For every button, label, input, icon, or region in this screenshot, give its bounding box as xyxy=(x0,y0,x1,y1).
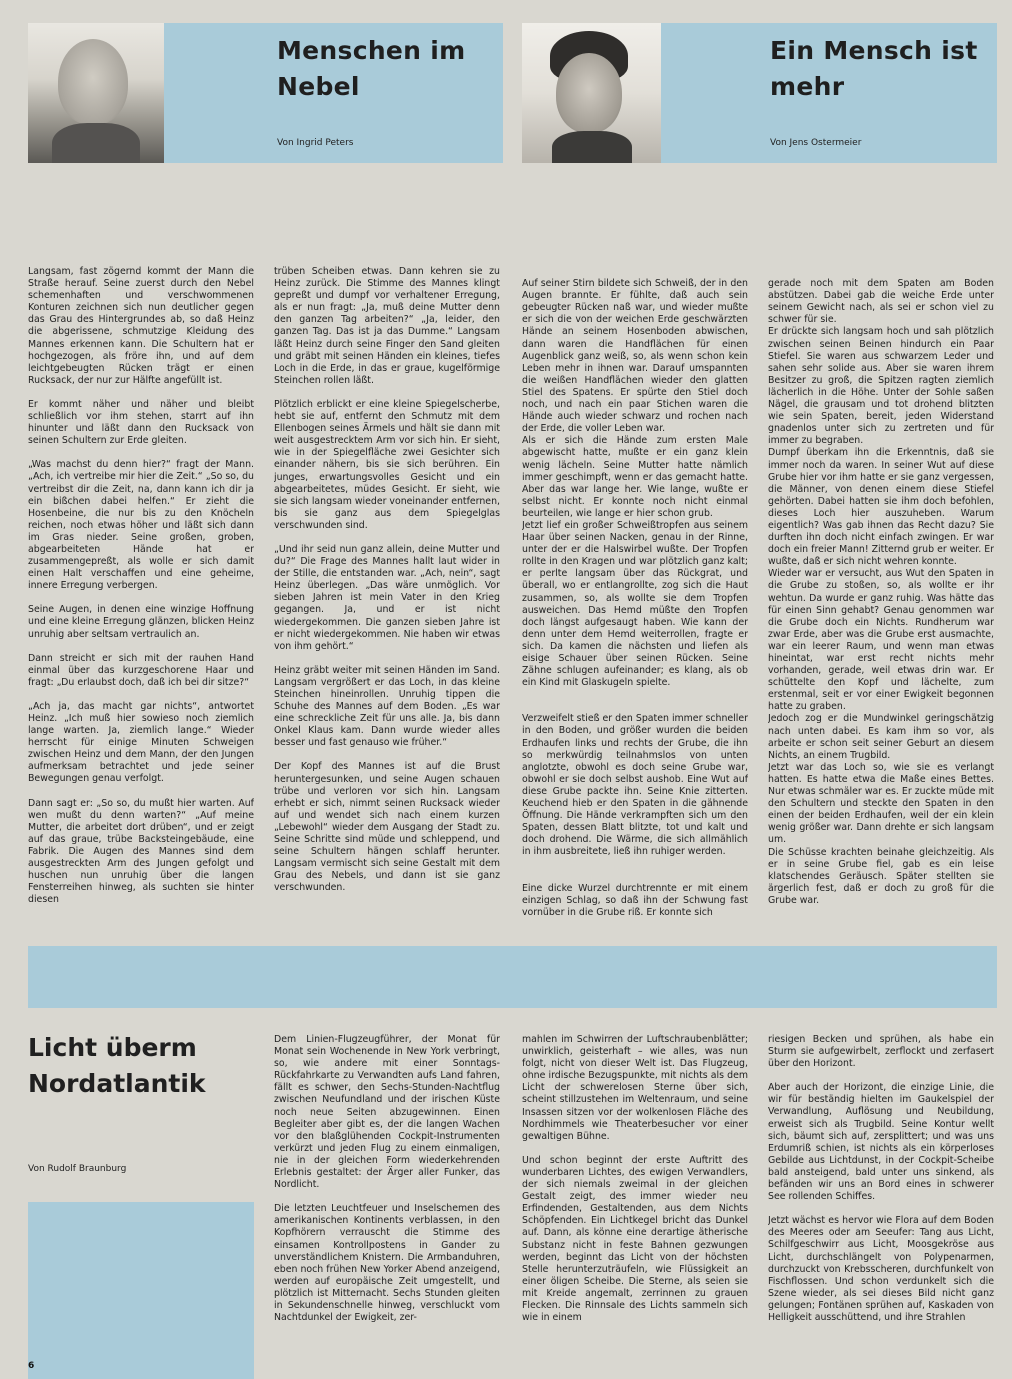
paragraph: Auf seiner Stirn bildete sich Schweiß, der in den Augen brannte. Er fühlte, daß auch sein gebeugter Rücken naß war, und wieder mußte er sich die von der weichen Erde geschwärzten Hände an seinem Hosenboden abwischen, dann waren die Handflächen für einen Augenblick ganz weiß, so, als wenn schon kein Leben mehr in ihnen war. Darauf umspannten die weißen Handflächen wieder den glatten Stiel des Spatens. Er spürte den Stiel doch noch, und nach ein paar Stichen waren die Hände auch wieder schwarz und rochen nach der Erde, die voller Leben war. Als er sich die Hände zum ersten Male abgewischt hatte, mußte er ein ganz klein wenig lächeln. Seine Mutter hatte nämlich immer geschimpft, wenn er das gemacht hatte. Aber das war lange her. Wie lange, wußte er selbst nicht. Er konnte noch nicht einmal beurteilen, wie lange er hier schon grub. Jetzt lief ein großer Schweißtropfen aus seinem Haar über seinen Nacken, genau in der Rinne, unter der er die Halswirbel wußte. Der Tropfen rollte in den Kragen und war plötzlich ganz kalt; er perlte langsam über das Rückgrat, und überall, wo er entlangrollte, zog sich die Haut zusammen, so, als wollte sie dem Tropfen ausweichen. Das Hemd müßte den Tropfen doch längst aufgesaugt haben. Wie kann der denn unter dem Hemd weiterrollen, fragte er sich. Da kamen die nächsten und liefen als eisige Schauer über seinen Rücken. Seine Zähne schlugen aufeinander; es klang, als ob ein Kind mit Glaskugeln spielte. xyxy=(522,278,748,689)
paragraph: Jetzt wächst es hervor wie Flora auf dem Boden des Meeres oder am Seeufer: Tang aus Licht, Schilfgeschwirr aus Licht, Moosgekröse aus Licht, durchschlängelt von Polypenarmen, durchzuckt von Krebsscheren, durchfunkelt von Fischflossen. Und schon verdunkelt sich die Szene wieder, als sei dieses Bild nicht ganz gelungen; Fontänen sprühen auf, Kaskaden von Helligkeit ausschüttend, und ihre Strahlen xyxy=(768,1215,994,1323)
paragraph: Er kommt näher und näher und bleibt schließlich vor ihm stehen, starrt auf ihn hinunter und läßt dann den Rucksack von seinen Schultern zur Erde gleiten. xyxy=(28,398,254,447)
paragraph: gerade noch mit dem Spaten am Boden abstützen. Dabei gab die weiche Erde unter seinem Gewicht nach, als sei er schon viel zu schwer für sie. Er drückte sich langsam hoch und sah plötzlich zwischen seinen Beinen hindurch ein Paar Stiefel. Sie waren aus schwarzem Leder und sahen sehr solide aus. Aber sie waren ihrem Besitzer zu groß, die Spitzen ragten ziemlich lächerlich in die Höhe. Unter der Sohle saßen Nägel, die grausam und tot drohend blitzten wie sein Spaten, bereit, jeden Widerstand gnadenlos unter sich zu zertreten und für immer zu begraben. Dumpf überkam ihn die Erkenntnis, daß sie immer noch da waren. In seiner Wut auf diese Grube hier vor ihm hatte er sie ganz vergessen, die Männer, von denen einem diese Stiefel gehörten. Dabei hatten sie ihm doch befohlen, dieses Loch hier auszuheben. Warum eigentlich? Was gab ihnen das Recht dazu? Sie durften ihn doch nicht einfach zwingen. Er war doch ein freier Mann! Zitternd grub er weiter. Er wußte, daß er sich nicht wehren konnte. Wieder war er versucht, aus Wut den Spaten in die Grube zu stoßen, so, als wollte er ihr wehtun. Da wurde er ganz ruhig. Was hätte das für einen Sinn gehabt? Genau genommen war die Grube doch ein Nichts. Rundherum war zwar Erde, aber was die Grube erst ausmachte, war ein leerer Raum, und wenn man etwas hineintat, war erst recht nichts mehr vorhanden, gerade, weil etwas drin war. Er schüttelte den Kopf und lächelte, zum erstenmal, seit er vor einer Ewigkeit begonnen hatte zu graben. Jedoch zog er die Mundwinkel geringschätzig nach unten dabei. Es kam ihm so vor, als arbeite er schon seit seiner Geburt an diesem Nichts, an einem Trugbild. Jetzt war das Loch so, wie sie es verlangt hatten. Es hatte etwa die Maße eines Bettes. Nur etwas schmäler war es. Er zuckte müde mit den Schultern und steckte den Spaten in den einen der beiden Erdhaufen, weil der ein klein wenig größer war. Dann drehte er sich langsam um. Die Schüsse krachten beinahe gleichzeitig. Als er in seine Grube fiel, gab es ein leise klatschendes Geräusch. Später stellten sie ärgerlich fest, daß er doch zu groß für die Grube war. xyxy=(768,278,994,906)
article1-column-2 xyxy=(274,266,500,932)
paragraph: Und schon beginnt der erste Auftritt des wunderbaren Lichtes, des ewigen Verwandlers, der sich niemals zweimal in der gleichen Gestalt zeigt, des immer wieder neu Erfindenden, Gestaltenden, aus dem Nichts Schöpfenden. Ein Lichtkegel bricht das Dunkel auf. Dann, als könne eine derartige ätherische Substanz nicht in feste Bahnen gezwungen werden, beginnt das Licht von der höchsten Stelle herunterzuträufeln, wie Flüssigkeit an einer öligen Scheibe. Die Sterne, als seien sie mit Kreide angemalt, zerrinnen zu grauen Flecken. Die Rinnsale des Lichts sammeln sich wie in einem xyxy=(522,1154,748,1324)
paragraph: trüben Scheiben etwas. Dann kehren sie zu Heinz zurück. Die Stimme des Mannes klingt gepreßt und dumpf vor verhaltener Erregung, als er nun fragt: „Ja, muß deine Mutter denn den ganzen Tag arbeiten?“ „Ja, leider, den ganzen Tag. Das ist ja das Dumme.“ Langsam läßt Heinz durch seine Finger den Sand gleiten und gräbt mit seinen Händen ein kleines, tiefes Loch in die Erde, in das er graue, kugelförmige Steinchen rollen läßt. xyxy=(274,266,500,386)
article3-column-2 xyxy=(522,1034,748,1379)
paragraph: Heinz gräbt weiter mit seinen Händen im Sand. Langsam vergrößert er das Loch, in das kleine Steinchen hineinrollen. Unruhig tippen die Schuhe des Mannes auf dem Boden. „Es war eine schreckliche Zeit für uns alle. Ja, bis dann Onkel Klaus kam. Dann wurde wieder alles besser und fast genauso wie früher.“ xyxy=(274,664,500,749)
color-block-bottom-left xyxy=(28,1202,254,1379)
paragraph: Aber auch der Horizont, die einzige Linie, die wir für beständig hielten im Gaukelspiel der Verwandlung, Auflösung und Neubildung, erweist sich als Trugbild. Seine Kontur wellt sich, bäumt sich auf, zersplittert; und was uns Erdumriß schien, ist nichts als ein körperloses Gebilde aus Lichtdunst, in der Cockpit-Scheibe bald ansteigend, bald unter uns sinkend, als befänden wir uns an Bord eines in schwerer See rollenden Schiffes. xyxy=(768,1082,994,1203)
byline-ingrid-peters: Von Ingrid Peters xyxy=(277,138,354,148)
article3-column-3 xyxy=(768,1034,994,1379)
article-title-ein-mensch-ist-mehr: Ein Mensch ist mehr xyxy=(770,36,978,101)
article2-column-2 xyxy=(768,266,994,932)
portrait-photo-ingrid-peters xyxy=(28,23,164,163)
article-title-menschen-im-nebel: Menschen im Nebel xyxy=(277,36,466,101)
article2-column-1 xyxy=(522,266,748,932)
paragraph: Dann streicht er sich mit der rauhen Hand einmal über das kurzgeschorene Haar und fragt: „Du erlaubst doch, daß ich bei dir sitze?“ xyxy=(28,652,254,688)
title-panel-menschen-im-nebel xyxy=(164,23,503,163)
paragraph: Dem Linien-Flugzeugführer, der Monat für Monat sein Wochenende in New York verbringt, so, wie andere mit einer Sonntags-Rückfahrkarte zu Verwandten aufs Land fahren, fällt es schwer, den Sechs-Stunden-Nachtflug zwischen Neufundland und der irischen Küste noch neue Seiten abzugewinnen. Einen Begleiter aber gibt es, der die langen Wachen vor den blaßglühenden Cockpit-Instrumenten verkürzt und jeden Flug zu einem einmaligen, nie in der gleichen Form wiederkehrenden Erlebnis gestaltet: der Ärger aller Funker, das Nordlicht. xyxy=(274,1034,500,1191)
paragraph: Eine dicke Wurzel durchtrennte er mit einem einzigen Schlag, so daß ihn der Schwung fast vornüber in die Grube riß. Er konnte sich xyxy=(522,882,748,918)
paragraph: Dann sagt er: „So so, du mußt hier warten. Auf wen mußt du denn warten?“ „Auf meine Mutter, die arbeitet dort drüben“, und er zeigt auf das graue, trübe Backsteingebäude, eine Fabrik. Die Augen des Mannes sind dem ausgestreckten Arm des Jungen gefolgt und huschen nun unruhig über die langen Fensterreihen hinweg, als suchten sie hinter diesen xyxy=(28,797,254,906)
paragraph: Langsam, fast zögernd kommt der Mann die Straße herauf. Seine zuerst durch den Nebel schemenhaften und verschwommenen Konturen zeichnen sich nun deutlicher gegen das Grau des Hintergrundes ab, so daß Heinz die abgerissene, schmutzige Kleidung des Mannes erkennen kann. Die Schultern hat er hochgezogen, als fröre ihn, und auf dem leichtgebeugten Rücken trägt er einen Rucksack, der nur zur Hälfte angefüllt ist. xyxy=(28,266,254,386)
article1-column-1 xyxy=(28,266,254,932)
byline-jens-ostermeier: Von Jens Ostermeier xyxy=(770,138,862,148)
paragraph: riesigen Becken und sprühen, als habe ein Sturm sie aufgewirbelt, zerflockt und zerfasert über den Horizont. xyxy=(768,1034,994,1070)
paragraph: Die letzten Leuchtfeuer und Inselschemen des amerikanischen Kontinents verblassen, in den Kopfhörern verrauscht die Stimme des einsamen Kontrollpostens in Gander zu unverständlichem Knistern. Die Armbanduhren, eben noch frühen New Yorker Abend anzeigend, werden auf europäische Zeit umgestellt, und plötzlich ist Mitternacht. Sechs Stunden gleiten in Sekundenschnelle hinweg, verschluckt vom Nachtdunkel der Ewigkeit, zer- xyxy=(274,1203,500,1324)
divider-band xyxy=(28,946,997,1008)
byline-rudolf-braunburg: Von Rudolf Braunburg xyxy=(28,1164,127,1174)
paragraph: „Und ihr seid nun ganz allein, deine Mutter und du?“ Die Frage des Mannes hallt laut wider in der Stille, die entstanden war. „Ach, nein“, sagt Heinz überlegen. „Das wäre unmöglich. Vor sieben Jahren ist mein Vater in den Krieg gegangen. Ja, und er ist nicht wiedergekommen. Die ganzen sieben Jahre ist er nicht wiedergekommen. Nie haben wir etwas von ihm gehört.“ xyxy=(274,543,500,652)
paragraph: mahlen im Schwirren der Luftschraubenblätter; unwirklich, geisterhaft – wie alles, was nun folgt, nicht von dieser Welt ist. Das Flugzeug, ohne irdische Bezugspunkte, mit nichts als dem Licht der schwerelosen Sterne über sich, scheint stillzustehen im Weltenraum, und seine Insassen sitzen vor der wolkenlosen Fläche des Nordhimmels wie Theaterbesucher vor einer gewaltigen Bühne. xyxy=(522,1034,748,1142)
paragraph: Verzweifelt stieß er den Spaten immer schneller in den Boden, und größer wurden die beiden Erdhaufen links und rechts der Grube, die ihn so merkwürdig teilnahmslos von unten anglotzte, obwohl es doch seine Grube war, obwohl er sie doch selbst aushob. Eine Wut auf diese Grube packte ihn. Seine Knie zitterten. Keuchend hieb er den Spaten in die gähnende Öffnung. Die Hände verkrampften sich um den Spaten, dessen Blatt blitzte, tot und kalt und doch drohend. Die Wärme, die sich allmählich in ihm ausbreitete, ließ ihn ruhiger werden. xyxy=(522,713,748,858)
paragraph: Plötzlich erblickt er eine kleine Spiegelscherbe, hebt sie auf, entfernt den Schmutz mit dem Ellenbogen seines Ärmels und hält sie dann mit weit ausgestrecktem Arm vor sich hin. Er sieht, wie in der Spiegelfläche zwei Gesichter sich einander nähern, bis sie sich berühren. Ein junges, erwartungsvolles Gesicht und ein abgearbeitetes, müdes Gesicht. Er sieht, wie sie sich langsam wieder voneinander entfernen, bis sie ganz aus dem Spiegelglas verschwunden sind. xyxy=(274,398,500,531)
article-title-licht-uberm-nordatlantik: Licht überm Nordatlantik xyxy=(28,1033,206,1098)
title-panel-ein-mensch-ist-mehr xyxy=(661,23,997,163)
article3-column-1 xyxy=(274,1034,500,1379)
portrait-photo-jens-ostermeier xyxy=(522,23,661,163)
paragraph: „Was machst du denn hier?“ fragt der Mann. „Ach, ich vertreibe mir hier die Zeit.“ „So so, du vertreibst dir die Zeit, na, dann kann ich dir ja ein bißchen dabei helfen.“ Er zieht die Hosenbeine, die nur bis zu den Knöcheln reichen, noch etwas höher und läßt sich dann im Gras nieder. Seine großen, groben, abgearbeiteten Hände hat er zusammengepreßt, als wolle er sich damit einen Halt verschaffen und eine geheime, innere Erregung verbergen. xyxy=(28,459,254,592)
paragraph: Seine Augen, in denen eine winzige Hoffnung und eine kleine Erregung glänzen, blicken Heinz unruhig aber seltsam vertraulich an. xyxy=(28,604,254,640)
page-number: 6 xyxy=(28,1361,35,1371)
paragraph: „Ach ja, das macht gar nichts“, antwortet Heinz. „Ich muß hier sowieso noch ziemlich lange warten. Ja, ziemlich lange.“ Wieder herrscht für einige Minuten Schweigen zwischen Heinz und dem Mann, der den Jungen aufmerksam betrachtet und jede seiner Bewegungen genau verfolgt. xyxy=(28,700,254,785)
paragraph: Der Kopf des Mannes ist auf die Brust heruntergesunken, und seine Augen schauen trübe und verloren vor sich hin. Langsam erhebt er sich, nimmt seinen Rucksack wieder auf und wendet sich nach einem kurzen „Lebewohl“ wieder dem Ausgang der Stadt zu. Seine Schritte sind müde und schleppend, und seine Schultern hängen schlaff herunter. Langsam vermischt sich seine Gestalt mit dem Grau des Nebels, und dann ist sie ganz verschwunden. xyxy=(274,761,500,894)
